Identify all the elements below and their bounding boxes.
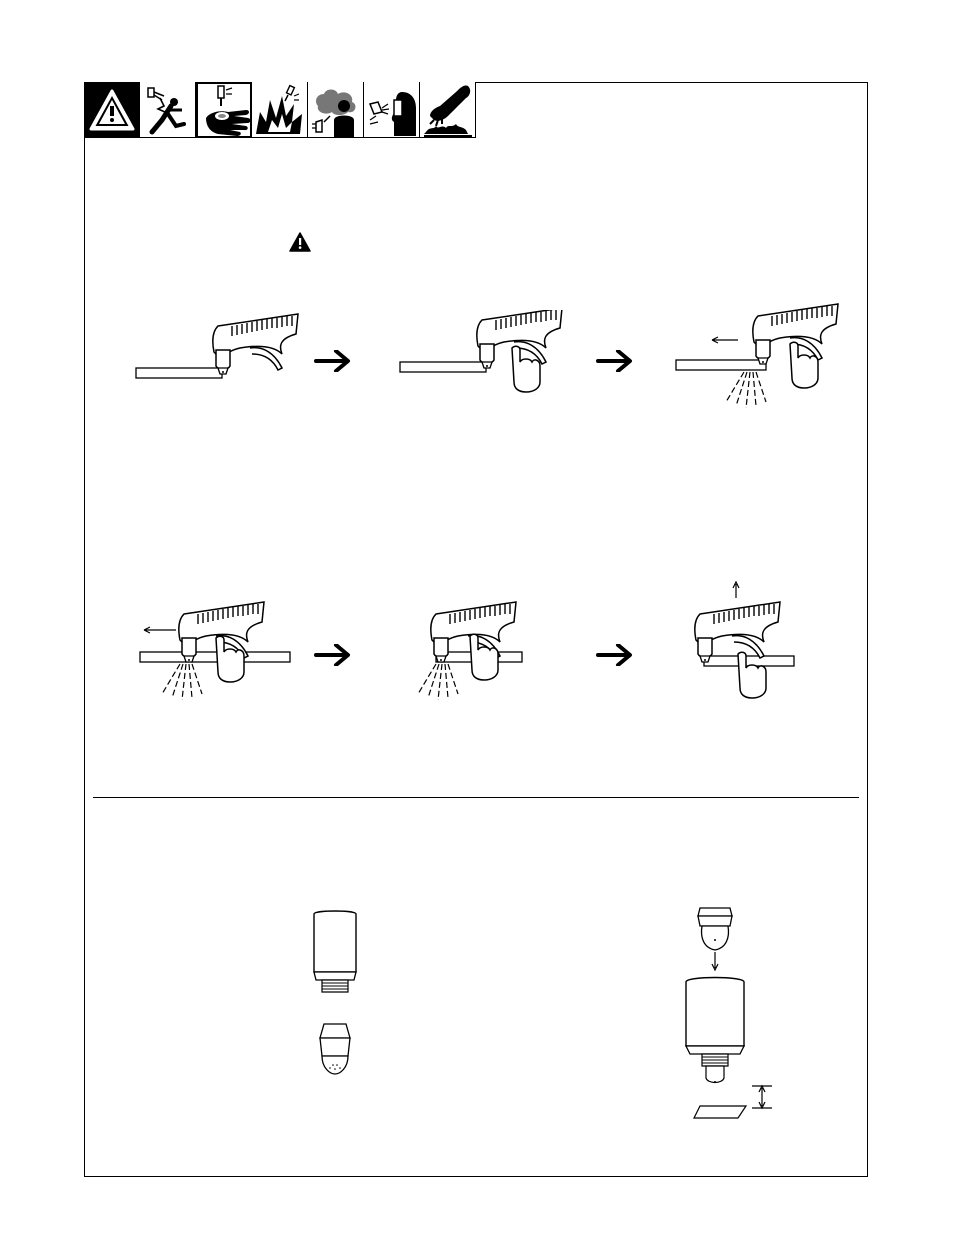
tip-installation-view — [672, 904, 782, 1124]
arc-rays-eye-icon — [364, 82, 420, 138]
fumes-gases-icon — [308, 82, 364, 138]
warning-triangle-icon — [289, 232, 311, 252]
step-torch-positioned — [132, 312, 312, 392]
step-begin-cutting — [672, 302, 852, 420]
step-press-trigger — [396, 310, 576, 400]
general-warning-icon — [84, 82, 140, 138]
step-cutting-travel — [132, 596, 312, 714]
fire-explosion-icon — [252, 82, 308, 138]
section-divider — [93, 797, 859, 798]
step-cut-through-edge — [396, 596, 576, 714]
hand-burn-icon — [196, 82, 252, 138]
hot-parts-hand-icon — [420, 82, 476, 138]
sequence-arrow-icon — [596, 350, 636, 372]
step-release-lift-torch — [676, 580, 856, 700]
electric-shock-icon — [140, 82, 196, 138]
sequence-arrow-icon — [596, 644, 636, 666]
safety-symbol-strip — [84, 82, 476, 138]
consumables-exploded-view — [300, 908, 370, 1084]
sequence-arrow-icon — [314, 644, 354, 666]
sequence-arrow-icon — [314, 350, 354, 372]
